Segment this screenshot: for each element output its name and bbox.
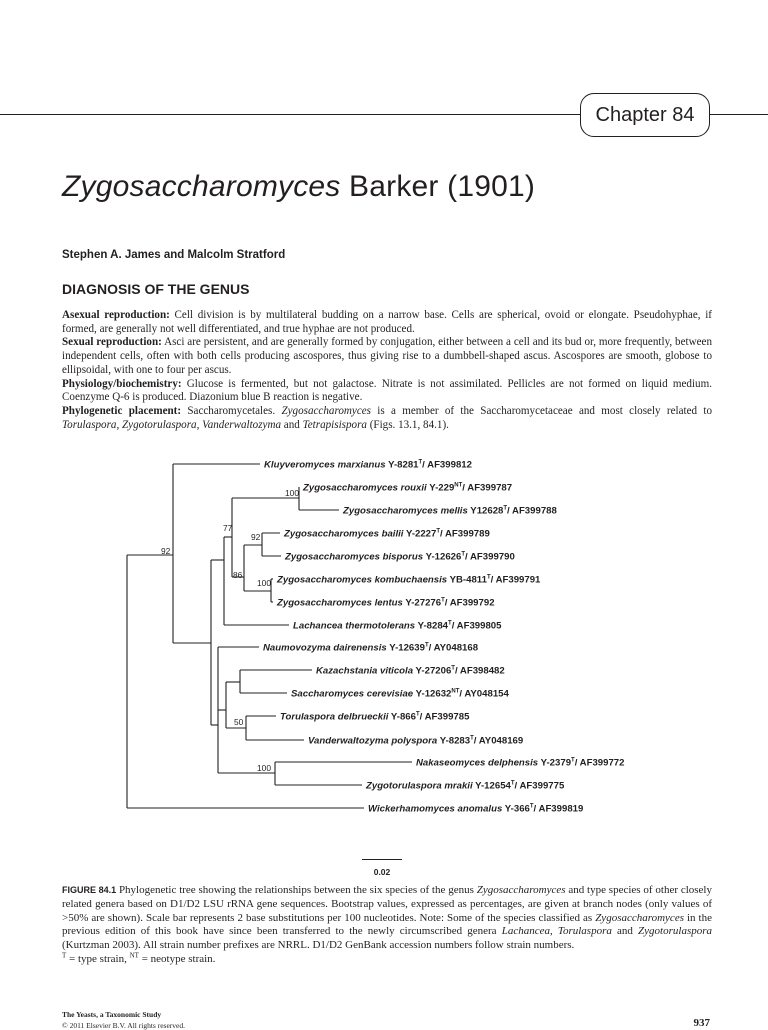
chapter-badge [580, 93, 710, 137]
taxon-label: Zygosaccharomyces bailii $Y-2227^T/$ AF399789 [284, 528, 490, 540]
taxon-label: Zygosaccharomyces lentus $Y-27276^T/$ AF399792 [277, 597, 495, 609]
taxon-label: Vanderwaltozyma polyspora $Y-8283^T/$ AY048169 [308, 735, 524, 747]
caption-superscript: NT [129, 951, 139, 960]
diagnosis-label: Physiology/biochemistry: [62, 377, 182, 390]
diagnosis-text [62, 309, 712, 432]
title-author-year: Barker (1901) [340, 170, 536, 203]
figure-caption [62, 884, 712, 967]
caption-text: in the previous edition of this book have since been transferred to the newly circumscribed genera [62, 911, 712, 938]
caption-text: (Kurtzman 2003). All strain number prefixes are NRRL. D1/D2 GenBank accession numbers follow strain numbers. [62, 939, 575, 952]
scale-bar [362, 859, 402, 860]
bootstrap-value: 100 [285, 488, 299, 498]
diagnosis-body: (Figs. 13.1, 84.1). [366, 418, 449, 431]
bootstrap-value: 50 [234, 717, 244, 727]
diagnosis-asexual [62, 309, 712, 336]
taxon-label: Saccharomyces cerevisiae $Y-12632^{NT}/$ AY048154 [291, 688, 509, 700]
related-genera: Torulaspora, Zygotorulaspora, Vanderwaltozyma [62, 418, 282, 431]
footer-copyright: © 2011 Elsevier B.V. All rights reserved. [62, 1021, 185, 1030]
caption-italic: Lachancea [501, 925, 550, 938]
bootstrap-value: 77 [223, 523, 233, 533]
caption-text: and [611, 925, 639, 938]
page-title [62, 170, 535, 204]
diagnosis-phylogeny [62, 405, 712, 432]
taxon-label: Wickerhamomyces anomalus $Y-366^T/$ AF399819 [368, 803, 584, 815]
caption-text: = neotype strain. [138, 952, 216, 965]
diagnosis-body: Saccharomycetales. [181, 404, 282, 417]
related-genus: Tetrapisispora [302, 418, 367, 431]
page-number: 937 [693, 1017, 710, 1029]
bootstrap-value: 100 [257, 578, 271, 588]
taxon-label: Zygosaccharomyces rouxii $Y-229^{NT}/$ AF399787 [303, 482, 513, 494]
bootstrap-value: 86 [233, 570, 243, 580]
caption-italic: Zygosaccharomyces [476, 884, 566, 896]
diagnosis-physiology [62, 378, 712, 405]
caption-superscript: T [62, 951, 67, 960]
taxon-label: Nakaseomyces delphensis $Y-2379^T/$ AF399772 [416, 757, 625, 769]
diagnosis-body: Asci are persistent, and are generally formed by conjugation, either between a cell and its bud or, more frequently, between independent cells, often with both cells producing ascospores, thus giving rise to a dumbbell-shaped ascus. Ascospores are smooth, globose to ellipsoidal, with one to four per ascus. [62, 336, 712, 376]
authors: Stephen A. James and Malcolm Stratford [62, 249, 286, 261]
caption-italic: Torulaspora [557, 925, 612, 938]
diagnosis-body: Glucose is fermented, but not galactose. Nitrate is not assimilated. Pellicles are not formed on liquid medium. Coenzyme Q-6 is produced. Diazonium blue B reaction is negative. [62, 377, 712, 404]
chapter-label: Chapter 84 [595, 103, 695, 126]
genus-name: Zygosaccharomyces [281, 404, 371, 417]
section-heading: DIAGNOSIS OF THE GENUS [62, 281, 250, 297]
bootstrap-value: 92 [251, 532, 261, 542]
diagnosis-label: Phylogenetic placement: [62, 404, 182, 417]
bootstrap-value: 92 [161, 546, 171, 556]
taxon-label: Torulaspora delbrueckii $Y-866^T/$ AF399785 [280, 711, 470, 723]
diagnosis-body: and [281, 418, 303, 431]
taxon-label: Zygosaccharomyces kombuchaensis $YB-4811^T/$ AF399791 [277, 574, 541, 586]
taxon-label: Lachancea thermotolerans $Y-8284^T/$ AF399805 [293, 620, 502, 632]
diagnosis-body: is a member of the Saccharomycetaceae and most closely related to [371, 404, 712, 417]
bootstrap-value: 100 [257, 763, 271, 773]
footer-book-title: The Yeasts, a Taxonomic Study [62, 1010, 162, 1019]
tree-labels [263, 460, 624, 815]
diagnosis-sexual [62, 336, 712, 377]
figure-label: FIGURE 84.1 [62, 885, 117, 895]
taxon-label: Kazachstania viticola $Y-27206^T/$ AF398482 [316, 665, 505, 677]
phylogenetic-tree [0, 450, 768, 830]
taxon-label: Zygosaccharomyces bisporus $Y-12626^T/$ AF399790 [285, 551, 515, 563]
taxon-label: Kluyveromyces marxianus $Y-8281^T/$ AF399812 [264, 459, 472, 471]
taxon-label: Zygosaccharomyces mellis $Y12628^T/$ AF399788 [343, 505, 557, 517]
diagnosis-body: Cell division is by multilateral budding on a narrow base. Cells are spherical, ovoid or elongate. Pseudohyphae, if formed, are generally not well differentiated, and true hyphae are not produced. [62, 309, 712, 335]
taxon-label: Zygotorulaspora mrakii $Y-12654^T/$ AF399775 [366, 780, 565, 792]
caption-text: , [549, 925, 558, 938]
title-genus: Zygosaccharomyces [62, 170, 341, 203]
caption-italic: Zygotorulaspora [638, 925, 713, 938]
diagnosis-label: Asexual reproduction: [62, 309, 170, 321]
scale-label: 0.02 [373, 867, 391, 877]
caption-text: and type species of other closely related genera based on D1/D2 LSU rRNA gene sequences. Bootstrap values, expressed as percentages, are given at branch nodes (only values of >50% are shown). Scale bar represents 2 base substitutions per 100 nucleotides. Note: Some of the species classified as [62, 884, 712, 924]
bootstrap-values [161, 488, 299, 773]
caption-text: Phylogenetic tree showing the relationships between the six species of the genus [116, 884, 477, 896]
diagnosis-label: Sexual reproduction: [62, 336, 162, 349]
taxon-label: Naumovozyma dairenensis $Y-12639^T/$ AY048168 [263, 642, 479, 654]
caption-text: = type strain, [66, 952, 130, 965]
caption-italic: Zygosaccharomyces [595, 911, 684, 924]
